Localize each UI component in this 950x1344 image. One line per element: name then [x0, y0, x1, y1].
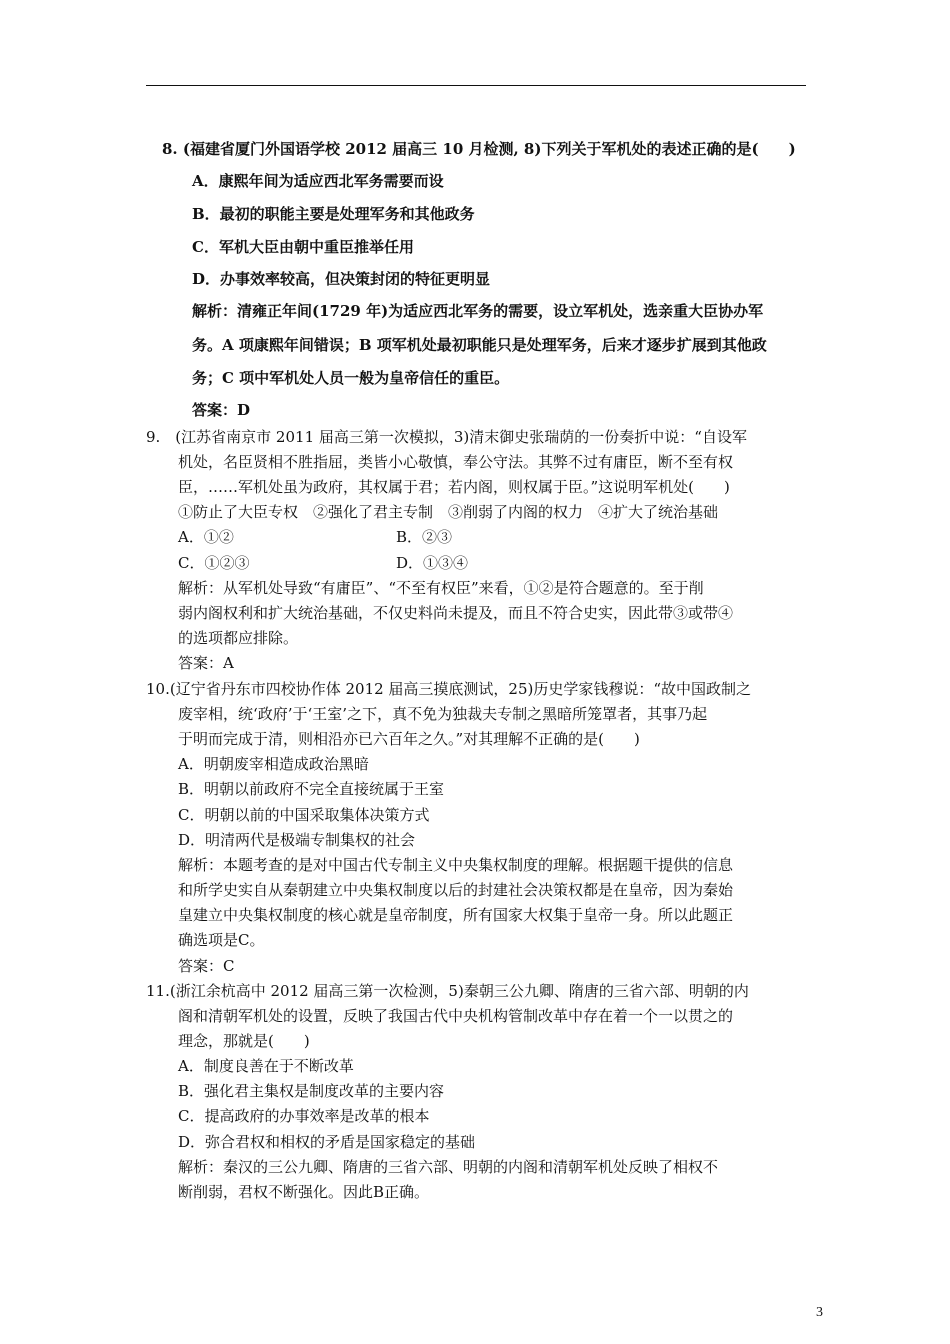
q11-option-b: B．强化君主集权是制度改革的主要内容	[178, 1082, 445, 1100]
q8-option-c: C．军机大臣由朝中重臣推举任用	[192, 238, 414, 256]
q10-analysis-line: 和所学史实自从秦朝建立中央集权制度以后的封建社会决策权都是在皇帝，因为秦始	[178, 881, 734, 899]
q10-option-a: A．明朝废宰相造成政治黑暗	[178, 755, 369, 773]
q10-option-c: C．明朝以前的中国采取集体决策方式	[178, 806, 430, 824]
q9-stem-line: 9. (江苏省南京市 2011 届高三第一次模拟，3)清末御史张瑞荫的一份奏折中说：“自设军	[146, 428, 747, 446]
q10-analysis-line: 确选项是C。	[178, 931, 265, 949]
q9-stem-line: 机处，名臣贤相不胜指屈，类皆小心敬慎，奉公守法。其弊不过有庸臣，断不至有权	[178, 453, 734, 471]
q11-option-d: D．弥合君权和相权的矛盾是国家稳定的基础	[178, 1133, 476, 1151]
q9-items: ①防止了大臣专权 ②强化了君主专制 ③削弱了内阁的权力 ④扩大了统治基础	[178, 503, 719, 521]
q11-option-a: A．制度良善在于不断改革	[178, 1057, 354, 1075]
q9-option-b: B．②③	[396, 528, 453, 546]
q10-stem-line: 于明而完成于清，则相沿亦已六百年之久。”对其理解不正确的是( )	[178, 730, 640, 748]
q11-option-c: C．提高政府的办事效率是改革的根本	[178, 1107, 430, 1125]
q10-stem-line: 废宰相，统‘政府’于‘王室’之下，真不免为独裁夫专制之黑暗所笼罩者，其事乃起	[178, 705, 708, 723]
header-rule	[146, 85, 806, 86]
q10-analysis-line: 皇建立中央集权制度的核心就是皇帝制度，所有国家大权集于皇帝一身。所以此题正	[178, 906, 734, 924]
q11-stem-line: 11.(浙江余杭高中 2012 届高三第一次检测，5)秦朝三公九卿、隋唐的三省六部、明朝的内	[146, 982, 749, 1000]
q11-analysis-line: 解析：秦汉的三公九卿、隋唐的三省六部、明朝的内阁和清朝军机处反映了相权不	[178, 1158, 719, 1176]
q8-option-a: A．康熙年间为适应西北军务需要而设	[192, 172, 444, 190]
q9-option-a: A．①②	[178, 528, 234, 546]
q9-analysis-line: 解析：从军机处导致“有庸臣”、“不至有权臣”来看，①②是符合题意的。至于削	[178, 579, 704, 597]
q9-analysis-line: 弱内阁权利和扩大统治基础，不仅史料尚未提及，而且不符合史实，因此带③或带④	[178, 604, 734, 622]
q8-answer: 答案：D	[192, 401, 251, 419]
q9-option-c: C．①②③	[178, 554, 250, 572]
q9-option-d: D．①③④	[396, 554, 469, 572]
q9-stem-line: 臣，……军机处虽为政府，其权属于君；若内阁，则权属于臣。”这说明军机处( )	[178, 478, 730, 496]
q8-option-b: B．最初的职能主要是处理军务和其他政务	[192, 205, 475, 223]
q9-answer: 答案：A	[178, 654, 234, 672]
q8-analysis-line: 解析：清雍正年间(1729 年)为适应西北军务的需要，设立军机处，选亲重大臣协办军	[192, 302, 764, 320]
q8-analysis-line: 务；C 项中军机处人员一般为皇帝信任的重臣。	[192, 369, 510, 387]
q10-stem-line: 10.(辽宁省丹东市四校协作体 2012 届高三摸底测试，25)历史学家钱穆说：“故中国政制之	[146, 680, 752, 698]
q8-option-d: D．办事效率较高，但决策封闭的特征更明显	[192, 270, 491, 288]
q10-option-d: D．明清两代是极端专制集权的社会	[178, 831, 416, 849]
page-number: 3	[816, 1305, 823, 1320]
q10-option-b: B．明朝以前政府不完全直接统属于王室	[178, 780, 445, 798]
q10-answer: 答案：C	[178, 957, 235, 975]
q11-stem-line: 理念，那就是( )	[178, 1032, 310, 1050]
q11-analysis-line: 断削弱，君权不断强化。因此B正确。	[178, 1183, 430, 1201]
q8-stem: 8. (福建省厦门外国语学校 2012 届高三 10 月检测, 8)下列关于军机处的表述正确的是( )	[162, 140, 796, 158]
q10-analysis-line: 解析：本题考查的是对中国古代专制主义中央集权制度的理解。根据题干提供的信息	[178, 856, 734, 874]
q11-stem-line: 阁和清朝军机处的设置，反映了我国古代中央机构管制改革中存在着一个一以贯之的	[178, 1007, 734, 1025]
q9-analysis-line: 的选项都应排除。	[178, 629, 299, 647]
q8-analysis-line: 务。A 项康熙年间错误；B 项军机处最初职能只是处理军务，后来才逐步扩展到其他政	[192, 336, 767, 354]
